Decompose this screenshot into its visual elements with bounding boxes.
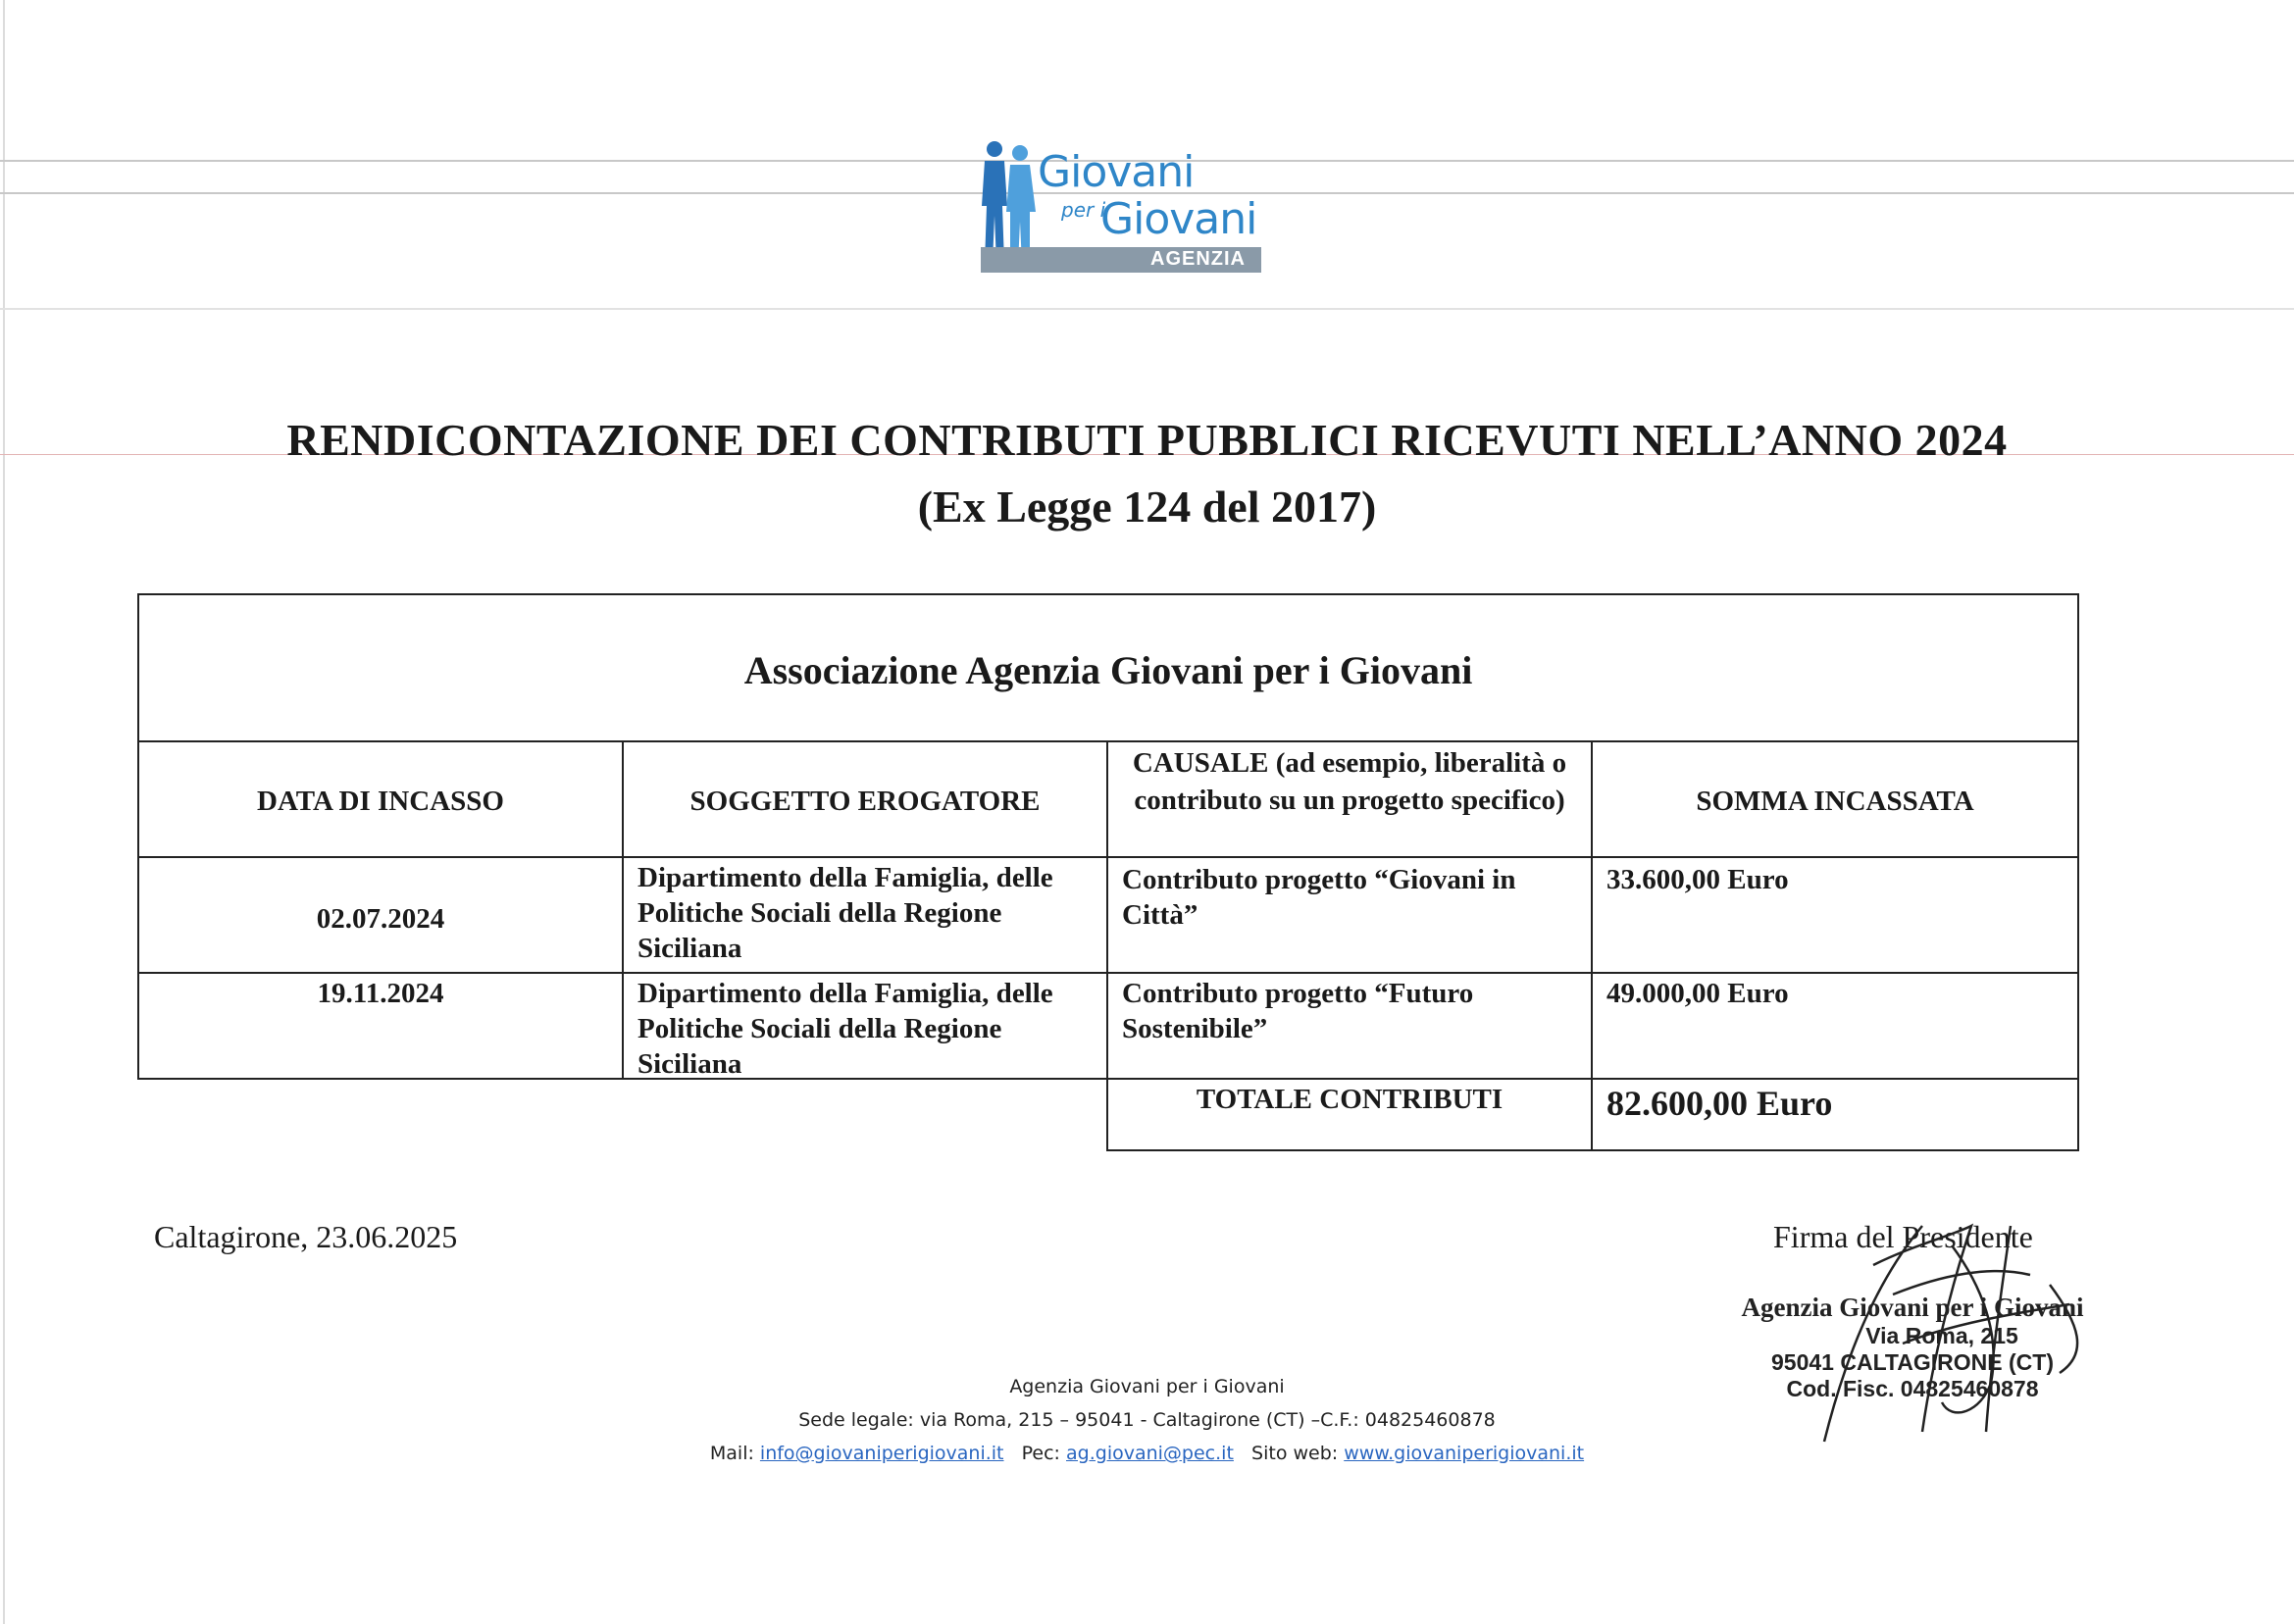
footer-web-label: Sito web: (1251, 1443, 1339, 1464)
table-border-header-top (137, 740, 2079, 742)
signature-label: Firma del Presidente (1773, 1219, 2033, 1254)
table-border-total-bottom (1106, 1149, 2079, 1151)
footer-org: Agenzia Giovani per i Giovani (1009, 1376, 1285, 1397)
stamp-city: 95041 CALTAGIRONE (CT) (1771, 1349, 2054, 1375)
row1-purpose: Contributo progetto “Giovani in Città” (1122, 864, 1516, 931)
header-date: DATA DI INCASSO (257, 786, 504, 817)
header-amount: SOMMA INCASSATA (1696, 786, 1974, 817)
row2-purpose: Contributo progetto “Futuro Sostenibile” (1122, 978, 1474, 1044)
row1-source: Dipartimento della Famiglia, delle Politiche Sociali della Regione Siciliana (637, 862, 1053, 964)
header-purpose: CAUSALE (ad esempio, liberalità o contributo su un progetto specifico) (1132, 747, 1567, 816)
organization-name: Associazione Agenzia Giovani per i Giovani (743, 648, 1473, 692)
contributions-table (137, 593, 2079, 1123)
logo-text-per-i: per i (1061, 198, 1106, 222)
header-rule-bottom (0, 308, 2294, 310)
agency-logo (981, 137, 1265, 279)
place-and-date: Caltagirone, 23.06.2025 (154, 1219, 458, 1254)
stamp-street: Via Roma, 215 (1865, 1323, 2018, 1348)
logo-agenzia-bar (981, 247, 1261, 273)
total-label: TOTALE CONTRIBUTI (1196, 1084, 1504, 1115)
stamp-fiscal-code: Cod. Fisc. 04825460878 (1786, 1376, 2039, 1401)
footer-contacts (0, 1443, 2294, 1464)
table-border-row1-bottom (137, 972, 2079, 974)
header-source: SOGGETTO EROGATORE (689, 786, 1041, 817)
row1-amount: 33.600,00 Euro (1606, 864, 1789, 895)
stamp-name: Agenzia Giovani per i Giovani (1741, 1293, 2084, 1322)
footer-pec-label: Pec: (1021, 1443, 1060, 1464)
footer-web-link[interactable]: www.giovaniperigiovani.it (1344, 1443, 1585, 1464)
table-border-top (137, 593, 2079, 595)
row1-date: 02.07.2024 (316, 903, 445, 935)
footer-address: Sede legale: via Roma, 215 – 95041 - Caltagirone (CT) –C.F.: 04825460878 (798, 1409, 1496, 1431)
document-subtitle: (Ex Legge 124 del 2017) (917, 482, 1377, 532)
row2-source: Dipartimento della Famiglia, delle Politiche Sociali della Regione Siciliana (637, 978, 1053, 1080)
total-value: 82.600,00 Euro (1606, 1084, 1833, 1123)
logo-text-giovani-2: Giovani (1100, 194, 1257, 244)
footer-mail-link[interactable]: info@giovaniperigiovani.it (759, 1443, 1004, 1464)
row2-amount: 49.000,00 Euro (1606, 978, 1789, 1009)
row2-date: 19.11.2024 (317, 978, 444, 1009)
table-border-header-bottom (137, 856, 2079, 858)
footer-mail-label: Mail: (709, 1443, 754, 1464)
logo-agenzia-label: AGENZIA (1150, 248, 1246, 270)
document-title: RENDICONTAZIONE DEI CONTRIBUTI PUBBLICI RICEVUTI NELL’ANNO 2024 (286, 415, 2008, 465)
logo-text-giovani: Giovani (1038, 147, 1195, 197)
footer-pec-link[interactable]: ag.giovani@pec.it (1066, 1443, 1234, 1464)
